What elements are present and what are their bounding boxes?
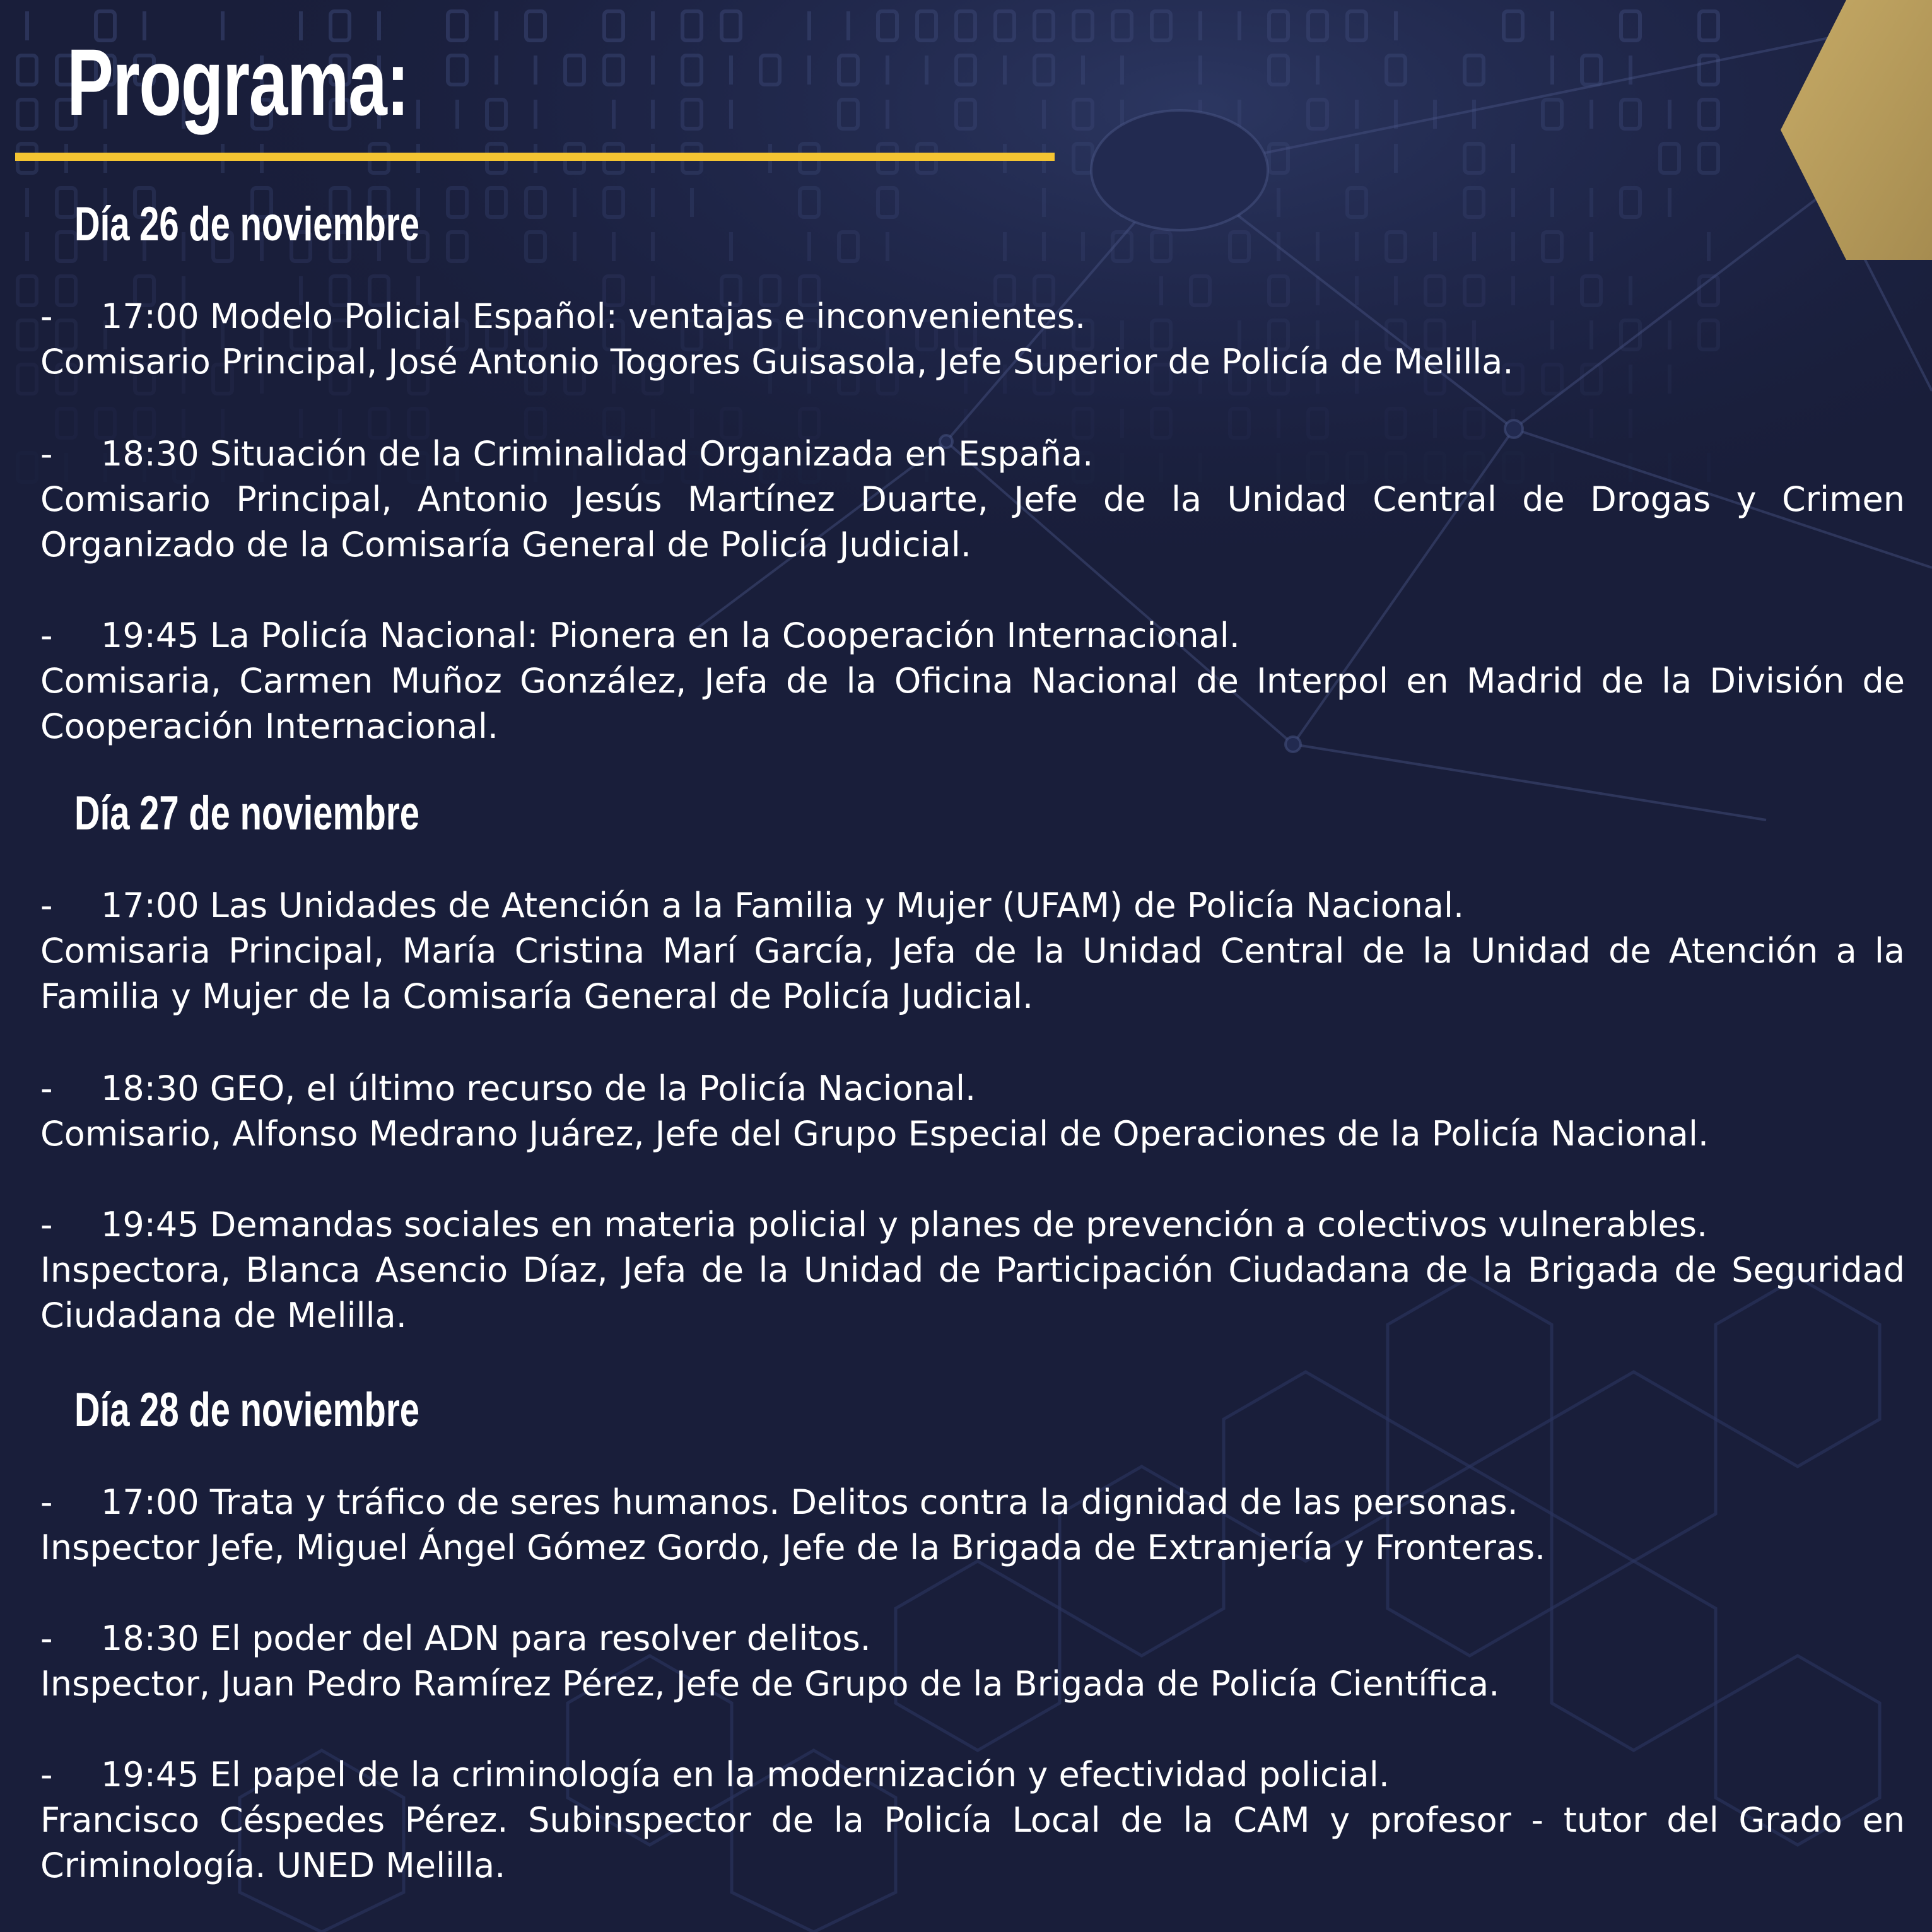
session-title: 18:30 El poder del ADN para resolver delitos. bbox=[101, 1619, 871, 1658]
list-dash: - bbox=[40, 1068, 53, 1108]
gold-hexagon-icon bbox=[1781, 0, 1932, 265]
day-heading-26: Día 26 de noviembre bbox=[74, 197, 419, 251]
agenda-item bbox=[40, 1202, 1905, 1338]
session-title: 19:45 La Policía Nacional: Pionera en la Cooperación Internacional. bbox=[101, 616, 1240, 655]
session-speaker: Comisaria Principal, María Cristina Marí García, Jefa de la Unidad Central de la Unidad de Atención a la Familia y Mujer de la Comisaría General de Policía Judicial. bbox=[40, 931, 1905, 1016]
session-speaker: Inspectora, Blanca Asencio Díaz, Jefa de la Unidad de Participación Ciudadana de la Brigada de Seguridad Ciudadana de Melilla. bbox=[40, 1250, 1905, 1335]
session-speaker: Comisaria, Carmen Muñoz González, Jefa de la Oficina Nacional de Interpol en Madrid de la División de Cooperación Internacional. bbox=[40, 661, 1905, 746]
session-speaker: Comisario, Alfonso Medrano Juárez, Jefe del Grupo Especial de Operaciones de la Policía Nacional. bbox=[40, 1114, 1709, 1154]
agenda-item bbox=[40, 1752, 1905, 1888]
list-dash: - bbox=[40, 1619, 53, 1658]
agenda-item bbox=[40, 1066, 1905, 1157]
session-speaker: Comisario Principal, Antonio Jesús Martínez Duarte, Jefe de la Unidad Central de Drogas y Crimen Organizado de la Comisaría General de Policía Judicial. bbox=[40, 479, 1905, 565]
list-dash: - bbox=[40, 616, 53, 655]
day-heading-27: Día 27 de noviembre bbox=[74, 787, 419, 840]
list-dash: - bbox=[40, 296, 53, 336]
agenda-item bbox=[40, 1480, 1905, 1571]
session-speaker: Francisco Céspedes Pérez. Subinspector de la Policía Local de la CAM y profesor - tutor del Grado en Criminología. UNED Melilla. bbox=[40, 1800, 1905, 1885]
list-dash: - bbox=[40, 886, 53, 925]
session-title: 19:45 El papel de la criminología en la modernización y efectividad policial. bbox=[101, 1755, 1390, 1794]
title-underline bbox=[15, 153, 1055, 161]
agenda-item bbox=[40, 883, 1905, 1019]
day-heading-28: Día 28 de noviembre bbox=[74, 1383, 419, 1437]
session-speaker: Inspector Jefe, Miguel Ángel Gómez Gordo, Jefe de la Brigada de Extranjería y Fronteras. bbox=[40, 1528, 1546, 1567]
agenda-item bbox=[40, 431, 1905, 568]
agenda-item bbox=[40, 1616, 1905, 1707]
list-dash: - bbox=[40, 1482, 53, 1522]
list-dash: - bbox=[40, 1755, 53, 1794]
agenda-item bbox=[40, 294, 1905, 385]
page-title: Programa: bbox=[67, 29, 409, 135]
session-title: 18:30 Situación de la Criminalidad Organizada en España. bbox=[101, 434, 1094, 474]
session-speaker: Inspector, Juan Pedro Ramírez Pérez, Jefe de Grupo de la Brigada de Policía Científica. bbox=[40, 1664, 1500, 1704]
session-title: 17:00 Modelo Policial Español: ventajas e inconvenientes. bbox=[101, 296, 1086, 336]
session-title: 18:30 GEO, el último recurso de la Policía Nacional. bbox=[101, 1068, 976, 1108]
session-title: 19:45 Demandas sociales en materia policial y planes de prevención a colectivos vulnerables. bbox=[101, 1205, 1708, 1244]
agenda-item bbox=[40, 613, 1905, 749]
list-dash: - bbox=[40, 1205, 53, 1244]
session-speaker: Comisario Principal, José Antonio Togores Guisasola, Jefe Superior de Policía de Melilla. bbox=[40, 342, 1514, 382]
list-dash: - bbox=[40, 434, 53, 474]
session-title: 17:00 Las Unidades de Atención a la Familia y Mujer (UFAM) de Policía Nacional. bbox=[101, 886, 1465, 925]
session-title: 17:00 Trata y tráfico de seres humanos. Delitos contra la dignidad de las personas. bbox=[101, 1482, 1518, 1522]
